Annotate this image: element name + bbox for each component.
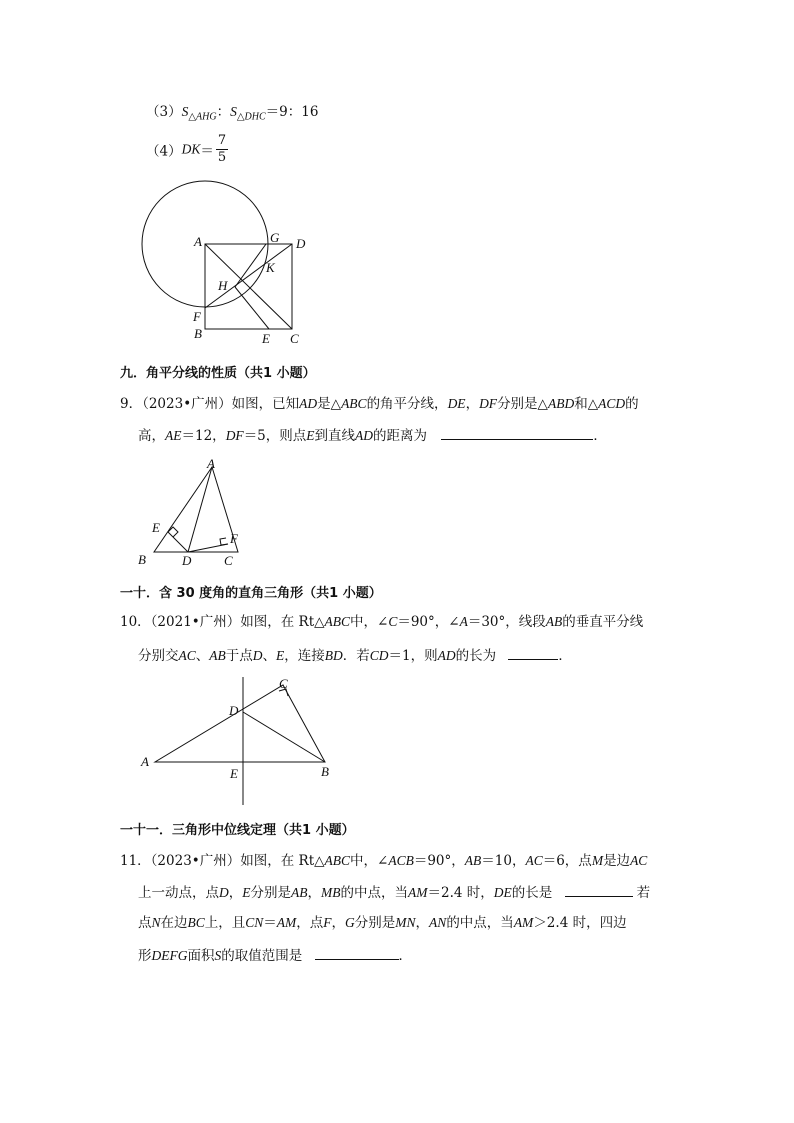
label-B: B (138, 552, 146, 567)
math-var: G (345, 915, 355, 930)
label-D: D (182, 553, 192, 568)
math-var: MN (395, 915, 416, 930)
math-var: MB (321, 885, 341, 900)
math-var: AB (209, 648, 226, 663)
math-var: CN (245, 915, 264, 930)
problem-text: 在边 (160, 915, 188, 931)
problem-text: 分别是 (354, 915, 396, 931)
math-var: DEFG (151, 948, 188, 963)
problem-text: 上，且 (204, 915, 246, 931)
answer-blank[interactable] (315, 945, 399, 960)
segment-AD (188, 467, 212, 552)
label-D: D (229, 703, 239, 718)
label-A: A (141, 754, 149, 769)
problem-text: ＞2.4 时，四边 (533, 915, 627, 931)
triangle-ABC (155, 685, 325, 762)
math-var: ACD (598, 396, 626, 411)
problem-text: 的中点，当 (446, 915, 514, 931)
problem-text: ＝12， (181, 428, 226, 444)
segment-BD (243, 712, 325, 762)
fraction-denominator: 5 (217, 150, 227, 165)
problem-text: ， (331, 915, 346, 931)
answer-item-3 (146, 102, 318, 128)
label-C: C (290, 331, 299, 346)
label-G: G (270, 230, 280, 245)
problem-text: 的垂直平分线 (562, 614, 644, 630)
triangle-ABC (154, 467, 238, 552)
area-symbol: S (181, 104, 189, 119)
problem-text: 分别是 (250, 885, 291, 901)
problem-text: 的中点，当 (340, 885, 408, 901)
label-E: E (152, 520, 160, 535)
segment-GH (235, 244, 266, 287)
problem-text: 面积 (187, 948, 215, 964)
problem-text: 分别是△ (497, 396, 548, 412)
math-var: D (219, 885, 229, 900)
problem-text: ＝2.4 时， (427, 885, 494, 901)
math-var: F (323, 915, 332, 930)
math-var: AM (276, 915, 297, 930)
problem-text: ．若 (342, 648, 370, 664)
problem-11-line-4 (138, 945, 412, 966)
ratio-colon: ： (216, 104, 231, 120)
math-var: E (242, 885, 251, 900)
math-var: DE (447, 396, 466, 411)
segment-FD (205, 244, 292, 308)
fraction (216, 133, 228, 166)
math-var: AB (545, 614, 563, 629)
problem-text: ． (398, 948, 413, 964)
problem-text: ＝5，则点 (243, 428, 307, 444)
ratio-value: ＝9：16 (265, 104, 319, 120)
math-var: N (151, 915, 161, 930)
problem-text: ，连接 (284, 648, 325, 664)
problem-text: ＝10， (481, 853, 526, 869)
problem-text: 的角平分线， (366, 396, 448, 412)
problem-text: 是边 (603, 853, 631, 869)
math-var: AD (299, 396, 318, 411)
label-B: B (321, 764, 329, 779)
math-var: AB (464, 853, 482, 868)
problem-text: 11．（2023•广州）如图，在 Rt△ (120, 853, 325, 869)
problem-text: 是△ (317, 396, 342, 412)
segment-HE (235, 287, 269, 329)
problem-text: ， (228, 885, 243, 901)
math-var: D (252, 648, 263, 663)
math-var: ABC (341, 396, 367, 411)
math-var: DF (479, 396, 498, 411)
math-var: DF (225, 428, 244, 443)
label-F: F (230, 531, 238, 546)
problem-text: 10．（2021•广州）如图，在 Rt△ (120, 614, 325, 630)
answer-blank[interactable] (565, 882, 633, 897)
math-var: E (306, 428, 315, 443)
problem-text: ， (415, 915, 430, 931)
item-number: （3） (146, 104, 182, 120)
math-var: S (214, 948, 222, 963)
math-var: E (276, 648, 285, 663)
math-var: BD (324, 648, 343, 663)
problem-text: 9．（2023•广州）如图，已知 (120, 396, 300, 412)
math-var: AD (355, 428, 374, 443)
triangle-figure-9 (130, 455, 260, 570)
label-E: E (230, 766, 238, 781)
problem-text: 和△ (574, 396, 599, 412)
problem-text: 中，∠ (350, 614, 389, 630)
triangle-figure-10 (135, 672, 350, 807)
math-var: AM (513, 915, 534, 930)
problem-text: ＝90°，∠ (397, 614, 460, 630)
label-A: A (207, 456, 215, 471)
problem-text: 的距离为 (373, 428, 428, 444)
answer-blank[interactable] (508, 645, 558, 660)
problem-text: 中，∠ (350, 853, 389, 869)
problem-text: 于点 (225, 648, 253, 664)
section-heading: 一十．含 30 度角的直角三角形（共1 小题） (120, 586, 382, 601)
problem-text: ． (558, 648, 572, 664)
area-symbol: S (230, 104, 237, 119)
problem-text: ＝1，则 (388, 648, 438, 664)
problem-text: ＝6，点 (542, 853, 592, 869)
section-heading: 九．角平分线的性质（共1 小题） (120, 366, 316, 381)
math-var: AM (408, 885, 428, 900)
problem-text: ，点 (296, 915, 324, 931)
problem-text: 形 (138, 948, 152, 964)
math-var: ABC (324, 614, 351, 629)
problem-text: 的取值范围是 (221, 948, 303, 964)
math-var: A (459, 614, 468, 629)
problem-text: 若 (636, 885, 651, 901)
problem-11-line-3 (138, 913, 627, 933)
problem-text: 上一动点，点 (138, 885, 219, 901)
problem-text: 的长为 (455, 648, 497, 664)
label-C: C (279, 676, 288, 691)
math-var: C (388, 614, 398, 629)
item-number: （4） (146, 143, 182, 160)
problem-text: ＝30°，线段 (467, 614, 546, 630)
math-var: AC (525, 853, 543, 868)
math-var: AC (178, 648, 196, 663)
math-var: M (591, 853, 604, 868)
right-angle-mark (220, 538, 228, 545)
problem-text: 分别交 (138, 648, 179, 664)
math-var: AC (630, 853, 648, 868)
label-H: H (218, 278, 228, 293)
area-subscript: △AHG (188, 111, 217, 123)
problem-text: ， (465, 396, 480, 412)
problem-text: 的 (625, 396, 639, 412)
section-heading: 一十一．三角形中位线定理（共1 小题） (120, 823, 355, 838)
problem-text: 点 (138, 915, 152, 931)
problem-text: 、 (195, 648, 210, 664)
problem-text: 到直线 (314, 428, 356, 444)
math-var: ABD (547, 396, 575, 411)
problem-text: 高， (138, 428, 165, 444)
problem-text: 的长是 (511, 885, 553, 901)
fraction-numerator: 7 (217, 133, 227, 148)
problem-text: ＝ (263, 915, 277, 931)
math-var: AE (165, 428, 182, 443)
label-E: E (262, 331, 270, 346)
label-A: A (194, 234, 202, 249)
label-K: K (266, 260, 275, 275)
problem-text: 、 (262, 648, 277, 664)
math-var: CD (369, 648, 389, 663)
math-var: AD (437, 648, 456, 663)
label-D: D (296, 236, 306, 251)
math-var: DE (493, 885, 512, 900)
math-var: AB (291, 885, 308, 900)
label-B: B (194, 326, 202, 341)
problem-9-line-2 (138, 425, 607, 446)
area-subscript: △DHC (236, 111, 266, 123)
problem-10-line-1 (120, 612, 643, 632)
math-var: AN (429, 915, 447, 930)
problem-10-line-2 (138, 645, 572, 666)
problem-11-line-1 (120, 851, 647, 871)
math-var: BC (187, 915, 205, 930)
problem-11-line-2 (138, 882, 650, 903)
problem-text: ＝90°， (413, 853, 465, 869)
answer-blank[interactable] (441, 425, 593, 440)
circle-square-figure (130, 180, 330, 350)
segment-DE (168, 532, 188, 552)
problem-text: ． (593, 428, 607, 444)
equals-sign: ＝ (200, 143, 214, 160)
label-C: C (224, 553, 233, 568)
label-F: F (193, 309, 201, 324)
problem-9-line-1 (120, 394, 639, 414)
math-var: ACB (388, 853, 414, 868)
problem-text: ， (307, 885, 321, 901)
math-var: ABC (324, 853, 351, 868)
segment-name: DK (181, 141, 201, 157)
answer-item-4 (146, 133, 228, 166)
